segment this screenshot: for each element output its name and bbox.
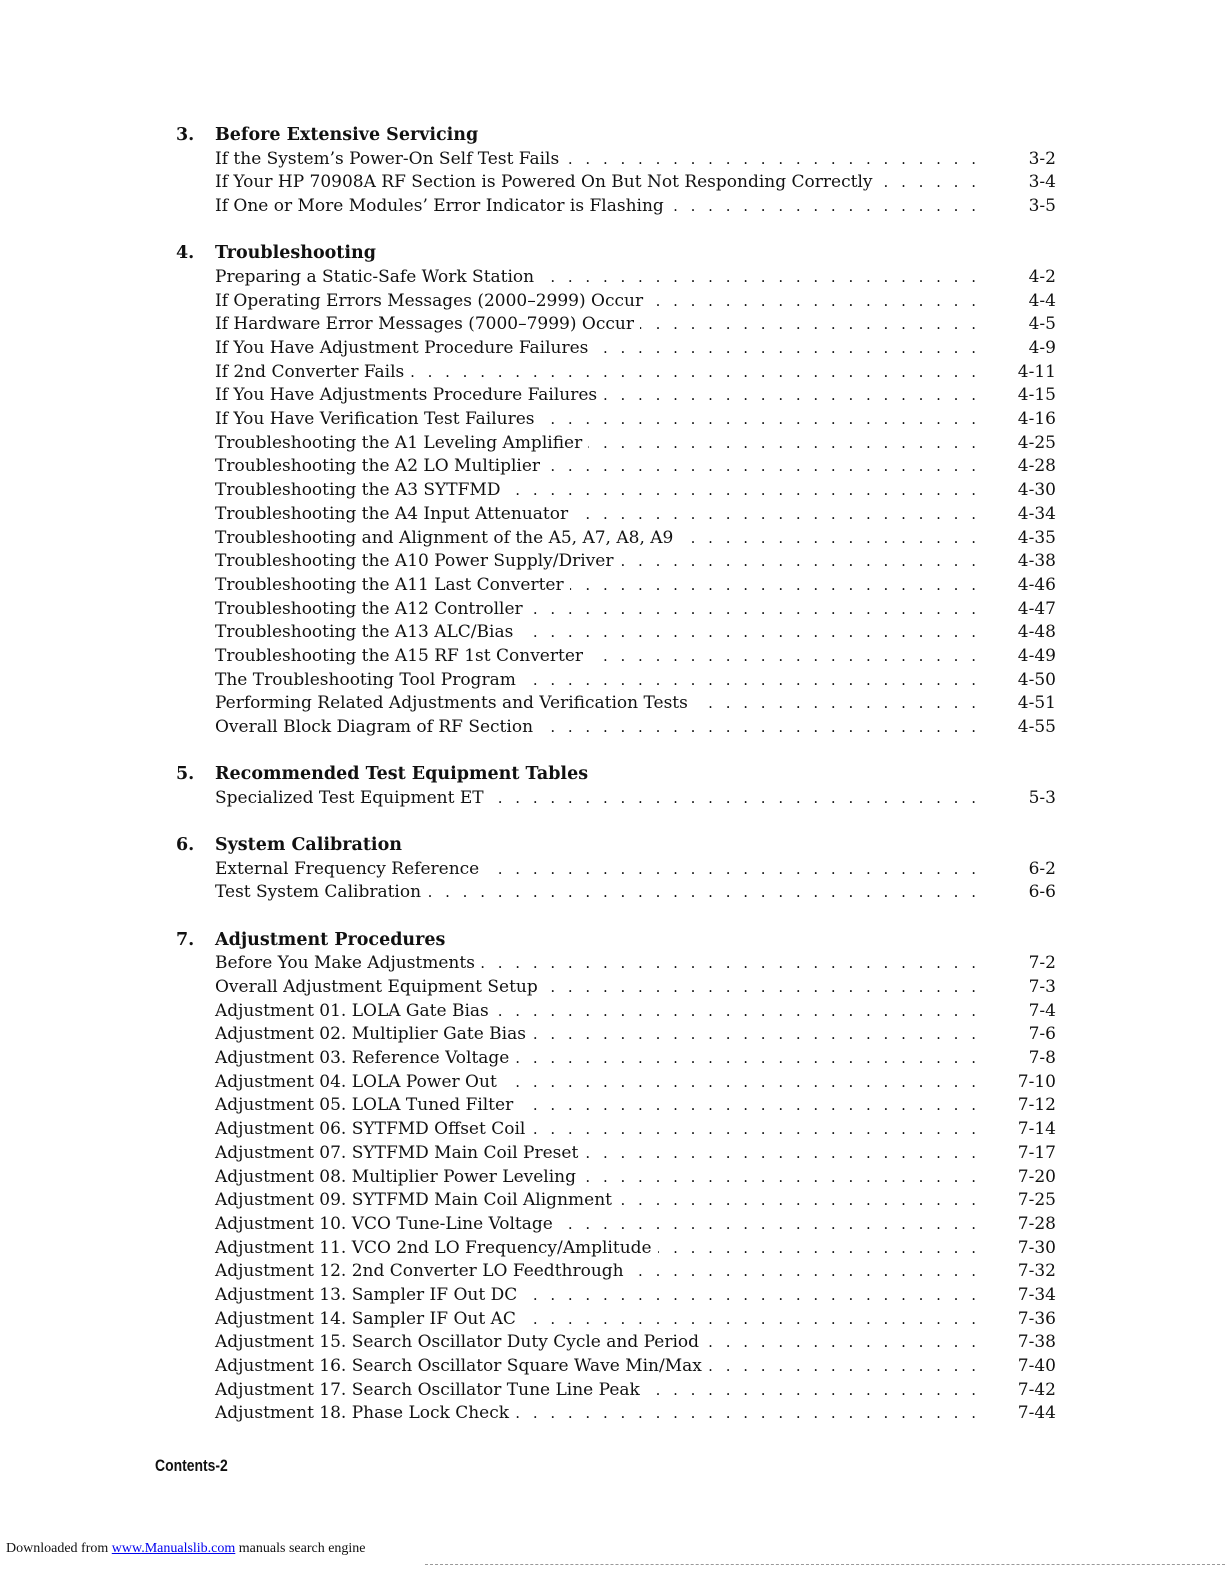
entry-page-number: 7-8	[1028, 1048, 1056, 1069]
entry-title: Troubleshooting the A10 Power Supply/Driver	[215, 551, 619, 571]
section-number: 5.	[176, 764, 195, 785]
entry-title: Troubleshooting the A15 RF 1st Converter	[215, 646, 589, 666]
toc-entry[interactable]	[176, 361, 1056, 385]
entry-page-number: 7-44	[1017, 1403, 1056, 1424]
entry-page-number: 4-49	[1017, 645, 1056, 666]
entry-title: Adjustment 18. Phase Lock Check	[215, 1403, 515, 1423]
toc-entry[interactable]	[176, 716, 1056, 740]
entry-page-number: 7-20	[1017, 1166, 1056, 1187]
toc-entry[interactable]	[176, 1189, 1056, 1213]
toc-entry[interactable]	[176, 290, 1056, 314]
toc-entry[interactable]	[176, 527, 1056, 551]
entry-title: Adjustment 05. LOLA Tuned Filter	[215, 1095, 519, 1115]
entry-title: Adjustment 11. VCO 2nd LO Frequency/Amplitude	[215, 1238, 658, 1258]
section-heading	[176, 242, 1056, 266]
entry-title: If One or More Modules’ Error Indicator is Flashing	[215, 196, 670, 216]
toc-entry[interactable]	[176, 337, 1056, 361]
entry-title: The Troubleshooting Tool Program	[215, 670, 522, 690]
entry-title: Preparing a Static-Safe Work Station	[215, 267, 540, 287]
entry-page-number: 7-34	[1017, 1284, 1056, 1305]
toc-entry[interactable]	[176, 1213, 1056, 1237]
toc-section	[176, 763, 1056, 810]
toc-entry[interactable]	[176, 976, 1056, 1000]
entry-title: Adjustment 08. Multiplier Power Leveling	[215, 1167, 582, 1187]
section-title: Recommended Test Equipment Tables	[215, 764, 589, 785]
section-number: 3.	[176, 125, 195, 145]
entry-page-number: 7-6	[1028, 1024, 1056, 1045]
entry-title: Adjustment 09. SYTFMD Main Coil Alignment	[215, 1190, 618, 1210]
toc-entry[interactable]	[176, 503, 1056, 527]
entry-title: If You Have Adjustment Procedure Failures	[215, 338, 594, 358]
entry-page-number: 4-30	[1017, 480, 1056, 501]
entry-title: If Your HP 70908A RF Section is Powered On But Not Responding Correctly	[215, 172, 878, 192]
toc-entry[interactable]	[176, 787, 1056, 811]
toc-entry[interactable]	[176, 1237, 1056, 1261]
entry-page-number: 7-10	[1017, 1071, 1056, 1092]
entry-title: Troubleshooting the A11 Last Converter	[215, 575, 570, 595]
toc-entry[interactable]	[176, 881, 1056, 905]
toc-entry[interactable]	[176, 479, 1056, 503]
entry-title: Performing Related Adjustments and Verification Tests	[215, 693, 694, 713]
entry-page-number: 7-2	[1028, 953, 1056, 974]
section-number: 4.	[176, 243, 195, 264]
toc-entry[interactable]	[176, 313, 1056, 337]
entry-page-number: 4-28	[1017, 456, 1056, 477]
entry-page-number: 6-6	[1028, 882, 1056, 903]
toc-entry[interactable]	[176, 148, 1056, 172]
entry-title: External Frequency Reference	[215, 859, 485, 879]
section-heading	[176, 124, 1056, 148]
toc-entry[interactable]	[176, 645, 1056, 669]
toc-section	[176, 929, 1056, 1426]
section-heading	[176, 763, 1056, 787]
entry-title: Specialized Test Equipment ET	[215, 788, 490, 808]
toc-entry[interactable]	[176, 1023, 1056, 1047]
entry-page-number: 3-4	[1028, 172, 1056, 193]
entry-page-number: 4-48	[1017, 622, 1056, 643]
entry-page-number: 4-16	[1017, 409, 1056, 430]
entry-page-number: 4-34	[1017, 503, 1056, 524]
entry-page-number: 7-25	[1017, 1190, 1056, 1211]
entry-page-number: 7-38	[1017, 1332, 1056, 1353]
toc-entry[interactable]	[176, 1047, 1056, 1071]
section-number: 7.	[176, 929, 195, 950]
entry-page-number: 4-4	[1028, 290, 1056, 311]
entry-page-number: 4-50	[1017, 669, 1056, 690]
toc-entry[interactable]	[176, 1402, 1056, 1426]
section-title: Before Extensive Servicing	[215, 125, 479, 145]
entry-page-number: 4-35	[1017, 527, 1056, 548]
toc-entry[interactable]	[176, 1000, 1056, 1024]
entry-title: Adjustment 04. LOLA Power Out	[215, 1072, 503, 1092]
entry-title: Troubleshooting the A2 LO Multiplier	[215, 456, 546, 476]
toc-entry[interactable]	[176, 1071, 1056, 1095]
table-of-contents	[176, 124, 1056, 1450]
entry-title: Test System Calibration	[215, 882, 427, 902]
entry-page-number: 7-42	[1017, 1379, 1056, 1400]
entry-title: Adjustment 14. Sampler IF Out AC	[215, 1309, 522, 1329]
toc-entry[interactable]	[176, 550, 1056, 574]
entry-title: If the System’s Power-On Self Test Fails	[215, 149, 565, 169]
section-title: Troubleshooting	[215, 243, 376, 264]
entry-page-number: 4-9	[1028, 338, 1056, 358]
toc-entry[interactable]	[176, 952, 1056, 976]
section-title: System Calibration	[215, 835, 402, 856]
toc-entry[interactable]	[176, 574, 1056, 598]
entry-title: Adjustment 15. Search Oscillator Duty Cycle and Period	[215, 1332, 705, 1352]
section-heading	[176, 834, 1056, 858]
entry-title: If 2nd Converter Fails	[215, 362, 410, 382]
bottom-divider	[425, 1564, 1225, 1565]
entry-title: Troubleshooting and Alignment of the A5, A7, A8, A9	[215, 528, 679, 548]
toc-section	[176, 124, 1056, 219]
toc-entry[interactable]	[176, 692, 1056, 716]
toc-entry[interactable]	[176, 266, 1056, 290]
toc-entry[interactable]	[176, 621, 1056, 645]
page-footer-label: Contents-2	[155, 1456, 228, 1475]
toc-entry[interactable]	[176, 1284, 1056, 1308]
entry-title: Adjustment 16. Search Oscillator Square Wave Min/Max	[215, 1356, 708, 1376]
section-heading	[176, 929, 1056, 953]
toc-entry[interactable]	[176, 384, 1056, 408]
entry-page-number: 7-12	[1017, 1095, 1056, 1116]
entry-page-number: 4-2	[1028, 266, 1056, 287]
entry-page-number: 4-47	[1017, 598, 1056, 619]
toc-entry[interactable]	[176, 1094, 1056, 1118]
entry-page-number: 4-15	[1017, 385, 1056, 406]
entry-page-number: 4-5	[1028, 314, 1056, 335]
toc-entry[interactable]	[176, 195, 1056, 219]
entry-page-number: 7-30	[1017, 1237, 1056, 1258]
toc-entry[interactable]	[176, 455, 1056, 479]
entry-page-number: 4-11	[1017, 361, 1056, 382]
entry-title: Adjustment 03. Reference Voltage	[215, 1048, 515, 1068]
entry-title: Adjustment 06. SYTFMD Offset Coil	[215, 1119, 531, 1139]
entry-page-number: 5-3	[1028, 787, 1056, 808]
entry-title: Adjustment 01. LOLA Gate Bias	[215, 1001, 495, 1021]
entry-page-number: 3-5	[1028, 196, 1056, 217]
entry-page-number: 6-2	[1028, 858, 1056, 879]
entry-page-number: 4-25	[1017, 432, 1056, 453]
entry-page-number: 7-4	[1028, 1000, 1056, 1021]
entry-title: Troubleshooting the A12 Controller	[215, 599, 529, 619]
entry-title: Adjustment 07. SYTFMD Main Coil Preset	[215, 1143, 584, 1163]
entry-title: If Hardware Error Messages (7000–7999) Occur	[215, 314, 640, 334]
entry-title: If You Have Verification Test Failures	[215, 409, 541, 429]
toc-entry[interactable]	[176, 1379, 1056, 1403]
entry-title: Adjustment 12. 2nd Converter LO Feedthrough	[215, 1261, 630, 1281]
toc-entry[interactable]	[176, 1308, 1056, 1332]
toc-entry[interactable]	[176, 1355, 1056, 1379]
toc-entry[interactable]	[176, 1260, 1056, 1284]
section-title: Adjustment Procedures	[215, 929, 446, 950]
download-notice	[6, 1541, 366, 1557]
entry-page-number: 7-40	[1017, 1356, 1056, 1376]
toc-entry[interactable]	[176, 1166, 1056, 1190]
entry-title: Adjustment 17. Search Oscillator Tune Line Peak	[215, 1380, 646, 1400]
toc-entry[interactable]	[176, 1331, 1056, 1355]
entry-title: Adjustment 10. VCO Tune-Line Voltage	[215, 1214, 559, 1234]
entry-page-number: 7-3	[1028, 977, 1056, 997]
toc-entry[interactable]	[176, 408, 1056, 432]
section-number: 6.	[176, 835, 195, 856]
toc-entry[interactable]	[176, 858, 1056, 882]
entry-title: Overall Block Diagram of RF Section	[215, 717, 539, 737]
entry-title: Troubleshooting the A4 Input Attenuator	[215, 504, 574, 524]
entry-page-number: 7-17	[1017, 1142, 1056, 1163]
entry-title: Before You Make Adjustments	[215, 953, 481, 973]
manualslib-link[interactable]: www.Manualslib.com	[111, 1541, 236, 1556]
entry-title: Overall Adjustment Equipment Setup	[215, 977, 544, 997]
entry-page-number: 4-55	[1017, 717, 1056, 737]
entry-title: If You Have Adjustments Procedure Failures	[215, 385, 603, 405]
toc-entry[interactable]	[176, 598, 1056, 622]
toc-entry[interactable]	[176, 669, 1056, 693]
entry-page-number: 3-2	[1028, 148, 1056, 169]
entry-title: Adjustment 13. Sampler IF Out DC	[215, 1285, 523, 1305]
entry-page-number: 7-36	[1017, 1308, 1056, 1329]
download-prefix: Downloaded from	[6, 1541, 109, 1556]
entry-page-number: 4-38	[1017, 551, 1056, 572]
entry-title: Troubleshooting the A3 SYTFMD	[215, 480, 506, 500]
entry-title: Adjustment 02. Multiplier Gate Bias	[215, 1024, 532, 1044]
entry-page-number: 4-51	[1017, 693, 1056, 714]
download-suffix: manuals search engine	[238, 1541, 366, 1556]
toc-entry[interactable]	[176, 432, 1056, 456]
entry-page-number: 7-32	[1017, 1261, 1056, 1282]
entry-page-number: 7-28	[1017, 1213, 1056, 1234]
toc-entry[interactable]	[176, 1118, 1056, 1142]
toc-entry[interactable]	[176, 171, 1056, 195]
entry-page-number: 4-46	[1017, 574, 1056, 595]
toc-entry[interactable]	[176, 1142, 1056, 1166]
toc-section	[176, 242, 1056, 739]
entry-title: Troubleshooting the A1 Leveling Amplifier	[215, 433, 588, 453]
entry-title: If Operating Errors Messages (2000–2999) Occur	[215, 291, 649, 311]
entry-page-number: 7-14	[1017, 1119, 1056, 1140]
toc-section	[176, 834, 1056, 905]
entry-title: Troubleshooting the A13 ALC/Bias	[215, 622, 519, 642]
